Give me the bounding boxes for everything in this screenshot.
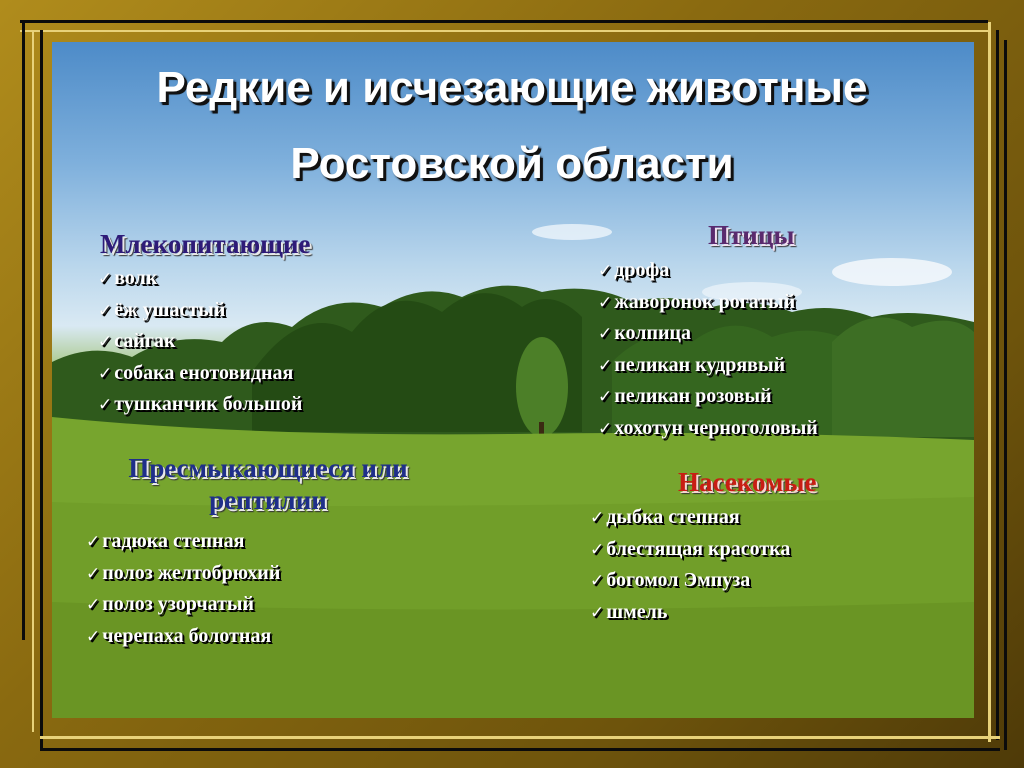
list-item [86, 589, 280, 621]
list-item [86, 621, 280, 653]
list-item [598, 255, 818, 287]
list-item-label: сайгак [114, 330, 176, 352]
list-item-label: ёж ушастый [114, 298, 226, 321]
list-item-label: колпица [614, 322, 692, 344]
list-item-label: собака енотовидная [114, 361, 294, 384]
list-item-label: полоз желтобрюхий [102, 561, 281, 584]
list-item [598, 381, 818, 413]
reptiles-heading-line1: Пресмыкающиеся или [128, 453, 408, 483]
checkmark-icon: ✓ [98, 300, 113, 321]
list-item-label: блестящая красотка [606, 537, 791, 560]
checkmark-icon: ✓ [590, 508, 605, 528]
checkmark-icon: ✓ [86, 563, 101, 584]
checkmark-icon: ✓ [98, 363, 113, 384]
list-item-label: жаворонок рогатый [614, 290, 796, 313]
list-item-label: гадюка степная [102, 530, 245, 552]
list-item [590, 597, 790, 629]
checkmark-icon: ✓ [86, 626, 101, 647]
checkmark-icon: ✓ [598, 418, 613, 439]
checkmark-icon: ✓ [86, 532, 101, 552]
checkmark-icon: ✓ [590, 571, 605, 591]
list-item-label: черепаха болотная [102, 624, 272, 647]
frame-line [20, 30, 988, 32]
mammals-list [98, 263, 302, 421]
reptiles-heading-line2: рептилии [209, 485, 327, 515]
list-item [98, 295, 302, 327]
list-item [590, 534, 790, 566]
frame-line [40, 748, 1000, 751]
list-item [98, 326, 302, 358]
checkmark-icon: ✓ [598, 261, 613, 281]
list-item [598, 413, 818, 445]
frame-line [40, 736, 1000, 739]
checkmark-icon: ✓ [98, 395, 113, 415]
checkmark-icon: ✓ [598, 355, 613, 376]
insects-list [590, 502, 790, 628]
list-item-label: пеликан кудрявый [614, 353, 786, 376]
mammals-heading: Млекопитающие [100, 229, 311, 259]
list-item-label: шмель [606, 600, 668, 623]
list-item [590, 565, 790, 597]
checkmark-icon: ✓ [598, 324, 613, 344]
birds-list [598, 255, 818, 444]
list-item-label: хохотун черноголовый [614, 416, 818, 439]
list-item [98, 358, 302, 390]
list-item-label: дыбка степная [606, 506, 740, 528]
checkmark-icon: ✓ [86, 595, 101, 615]
checkmark-icon: ✓ [98, 269, 113, 289]
list-item-label: дрофа [614, 259, 670, 281]
list-item-label: волк [114, 267, 158, 289]
checkmark-icon: ✓ [590, 539, 605, 560]
frame-line [20, 20, 988, 23]
checkmark-icon: ✓ [598, 292, 613, 313]
list-item [598, 350, 818, 382]
list-item [86, 526, 280, 558]
list-item-label: богомол Эмпуза [606, 569, 751, 591]
insects-heading: Насекомые [678, 467, 817, 497]
list-item [98, 389, 302, 421]
frame-line [988, 22, 991, 742]
list-item [590, 502, 790, 534]
list-item-label: пеликан розовый [614, 385, 772, 407]
checkmark-icon: ✓ [590, 602, 605, 623]
reptiles-list [86, 526, 280, 652]
list-item [598, 287, 818, 319]
checkmark-icon: ✓ [598, 387, 613, 407]
slide-title: Редкие и исчезающие животные [156, 63, 868, 112]
checkmark-icon: ✓ [98, 332, 113, 352]
list-item-label: тушканчик большой [114, 393, 303, 415]
list-item [86, 558, 280, 590]
list-item [598, 318, 818, 350]
list-item [98, 263, 302, 295]
birds-heading: Птицы [708, 220, 795, 250]
list-item-label: полоз узорчатый [102, 593, 255, 615]
slide-subtitle: Ростовской области [290, 139, 734, 188]
reptiles-heading [88, 452, 448, 516]
